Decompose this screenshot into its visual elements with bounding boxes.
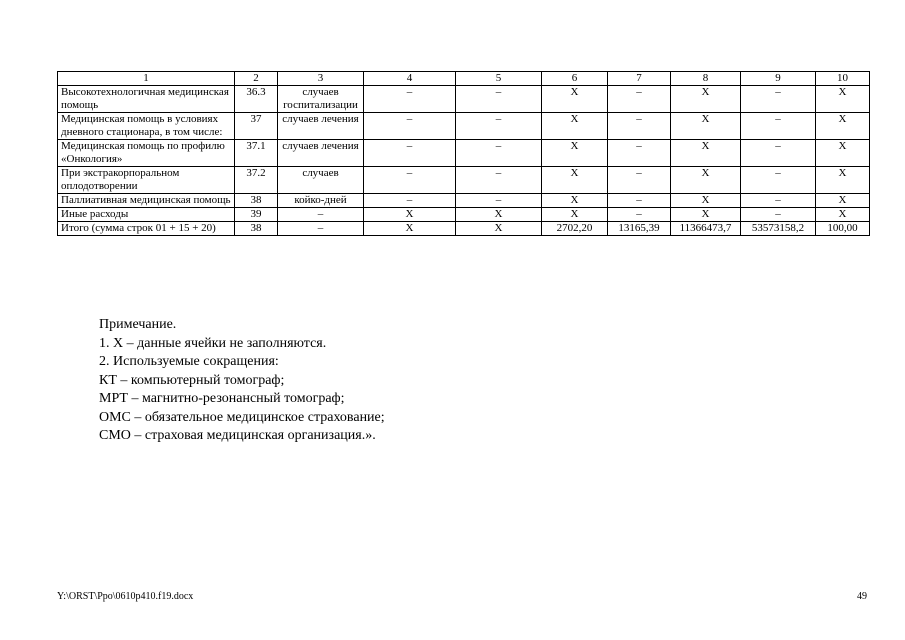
value-cell: X	[671, 167, 741, 194]
table-row	[58, 208, 870, 222]
row-number-cell: 38	[235, 194, 278, 208]
column-number-header: 5	[456, 72, 542, 86]
value-cell: X	[671, 208, 741, 222]
value-cell: –	[608, 113, 671, 140]
value-cell: –	[741, 167, 816, 194]
row-number-cell: 37.2	[235, 167, 278, 194]
unit-cell: –	[278, 222, 364, 236]
value-cell: –	[364, 140, 456, 167]
unit-cell: койко-дней	[278, 194, 364, 208]
value-cell: –	[608, 140, 671, 167]
value-cell: –	[456, 140, 542, 167]
column-number-header: 4	[364, 72, 456, 86]
column-number-header: 10	[816, 72, 870, 86]
unit-cell: случаев лечения	[278, 140, 364, 167]
unit-cell: –	[278, 208, 364, 222]
value-cell: X	[542, 208, 608, 222]
value-cell: –	[608, 167, 671, 194]
value-cell: X	[456, 222, 542, 236]
value-cell: X	[671, 113, 741, 140]
table-row	[58, 113, 870, 140]
row-name-cell: Иные расходы	[58, 208, 235, 222]
row-number-cell: 39	[235, 208, 278, 222]
value-cell: –	[364, 113, 456, 140]
value-cell: X	[671, 140, 741, 167]
value-cell: X	[816, 86, 870, 113]
unit-cell: случаев лечения	[278, 113, 364, 140]
value-cell: –	[741, 113, 816, 140]
value-cell: –	[741, 140, 816, 167]
table-row	[58, 86, 870, 113]
value-cell: –	[741, 194, 816, 208]
value-cell: X	[671, 194, 741, 208]
value-cell: X	[671, 86, 741, 113]
row-number-cell: 38	[235, 222, 278, 236]
footer-file-path: Y:\ORST\Ppo\0610p410.f19.docx	[57, 591, 194, 602]
unit-cell: случаев	[278, 167, 364, 194]
value-cell: X	[816, 113, 870, 140]
row-name-cell: Паллиативная медицинская помощь	[58, 194, 235, 208]
value-cell: –	[608, 208, 671, 222]
note-line: 1. X – данные ячейки не заполняются.	[99, 335, 327, 351]
column-number-header: 1	[58, 72, 235, 86]
note-line: ОМС – обязательное медицинское страхование;	[99, 409, 385, 425]
note-line: МРТ – магнитно-резонансный томограф;	[99, 391, 345, 406]
table-header-row	[58, 72, 870, 86]
value-cell: X	[816, 140, 870, 167]
note-line: СМО – страховая медицинская организация.».	[99, 428, 376, 443]
value-cell: X	[816, 194, 870, 208]
page-number: 49	[857, 591, 867, 602]
value-cell: X	[456, 208, 542, 222]
table-row	[58, 140, 870, 167]
row-name-cell: Медицинская помощь по профилю «Онкология»	[58, 140, 235, 167]
table-row-total	[58, 222, 870, 236]
value-cell: –	[608, 86, 671, 113]
row-name-cell: Медицинская помощь в условиях дневного стационара, в том числе:	[58, 113, 235, 140]
value-cell: X	[542, 86, 608, 113]
value-cell: X	[542, 167, 608, 194]
data-table	[57, 71, 870, 236]
table-row	[58, 167, 870, 194]
value-cell: 13165,39	[608, 222, 671, 236]
column-number-header: 2	[235, 72, 278, 86]
row-name-cell: Высокотехнологичная медицинская помощь	[58, 86, 235, 113]
value-cell: –	[456, 167, 542, 194]
value-cell: X	[816, 208, 870, 222]
value-cell: X	[542, 140, 608, 167]
value-cell: 11366473,7	[671, 222, 741, 236]
column-number-header: 9	[741, 72, 816, 86]
value-cell: –	[456, 113, 542, 140]
row-number-cell: 37	[235, 113, 278, 140]
row-name-cell: Итого (сумма строк 01 + 15 + 20)	[58, 222, 235, 236]
data-table-container	[57, 71, 869, 236]
column-number-header: 6	[542, 72, 608, 86]
value-cell: X	[542, 113, 608, 140]
unit-cell: случаев госпитализации	[278, 86, 364, 113]
value-cell: –	[364, 86, 456, 113]
value-cell: 100,00	[816, 222, 870, 236]
value-cell: –	[456, 194, 542, 208]
row-name-cell: При экстракорпоральном оплодотворении	[58, 167, 235, 194]
value-cell: –	[608, 194, 671, 208]
column-number-header: 3	[278, 72, 364, 86]
notes-title: Примечание.	[99, 317, 177, 332]
column-number-header: 7	[608, 72, 671, 86]
table-row	[58, 194, 870, 208]
notes-section	[99, 316, 385, 446]
value-cell: 2702,20	[542, 222, 608, 236]
value-cell: X	[816, 167, 870, 194]
value-cell: –	[741, 86, 816, 113]
note-line: КТ – компьютерный томограф;	[99, 372, 285, 388]
value-cell: –	[364, 194, 456, 208]
row-number-cell: 37.1	[235, 140, 278, 167]
column-number-header: 8	[671, 72, 741, 86]
value-cell: –	[741, 208, 816, 222]
value-cell: X	[542, 194, 608, 208]
value-cell: X	[364, 208, 456, 222]
note-line: 2. Используемые сокращения:	[99, 354, 279, 369]
value-cell: –	[364, 167, 456, 194]
value-cell: 53573158,2	[741, 222, 816, 236]
value-cell: –	[456, 86, 542, 113]
value-cell: X	[364, 222, 456, 236]
row-number-cell: 36.3	[235, 86, 278, 113]
